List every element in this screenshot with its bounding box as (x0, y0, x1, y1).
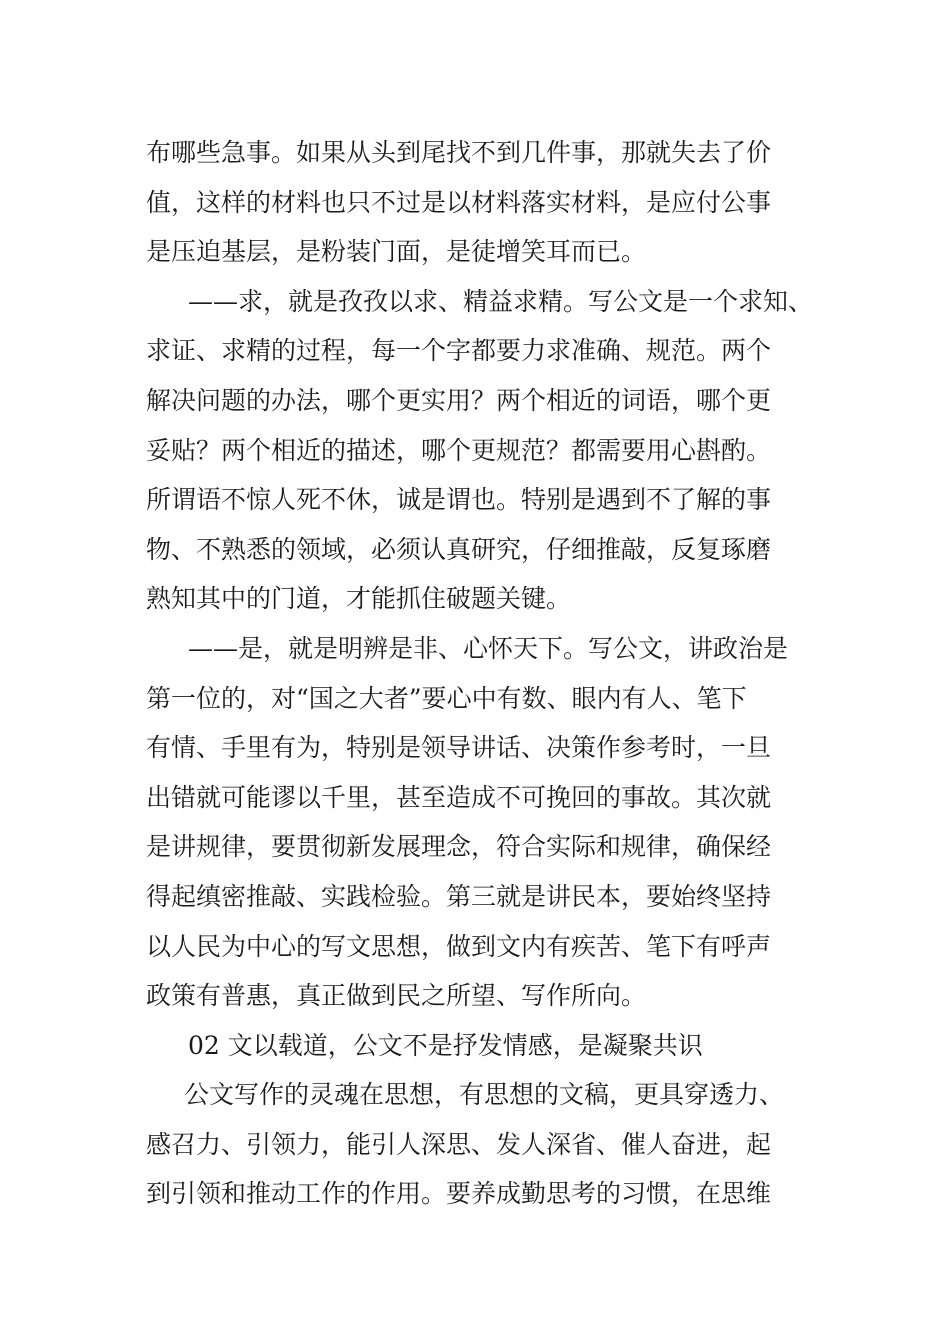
text-line: 是讲规律，要贯彻新发展理念，符合实际和规律，确保经 (146, 832, 772, 862)
text-line: 感召力、引领力，能引人深思、发人深省、催人奋进，起 (146, 1129, 772, 1159)
text-line: 求证、求精的过程，每一个字都要力求准确、规范。两个 (146, 336, 772, 366)
text-line: 所谓语不惊人死不休，诚是谓也。特别是遇到不了解的事 (146, 485, 772, 515)
text-line: 布哪些急事。如果从头到尾找不到几件事，那就失去了价 (146, 138, 772, 167)
text-line: 熟知其中的门道，才能抓住破题关键。 (146, 584, 572, 614)
text-line: 妥贴？两个相近的描述，哪个更规范？都需要用心斟酌。 (146, 435, 772, 465)
text-line: 解决问题的办法，哪个更实用？两个相近的词语，哪个更 (146, 385, 772, 415)
section-heading: 02 文以载道，公文不是抒发情感，是凝聚共识 (188, 1030, 703, 1060)
paragraph-start-line: ——是，就是明辨是非、心怀天下。写公文，讲政治是 (188, 633, 789, 663)
text-line: 得起缜密推敲、实践检验。第三就是讲民本，要始终坚持 (146, 881, 772, 911)
paragraph-start-line: ——求，就是孜孜以求、精益求精。写公文是一个求知、 (188, 286, 814, 316)
text-line: 物、不熟悉的领域，必须认真研究，仔细推敲，反复琢磨 (146, 534, 772, 564)
body-text (146, 128, 846, 1219)
text-line: 有情、手里有为，特别是领导讲话、决策作参考时，一旦 (146, 733, 772, 763)
text-line: 以人民为中心的写文思想，做到文内有疾苦、笔下有呼声 (146, 931, 772, 961)
text-line: 到引领和推动工作的作用。要养成勤思考的习惯，在思维 (146, 1179, 772, 1209)
text-line: 值，这样的材料也只不过是以材料落实材料，是应付公事 (146, 187, 772, 217)
text-line: 出错就可能谬以千里，甚至造成不可挽回的事故。其次就 (146, 782, 772, 812)
paragraph-start-line: 公文写作的灵魂在思想，有思想的文稿，更具穿透力、 (184, 1080, 785, 1110)
text-line: 是压迫基层，是粉装门面，是徒增笑耳而已。 (146, 237, 647, 267)
text-line: 政策有普惠，真正做到民之所望、写作所向。 (146, 981, 647, 1011)
text-line: 第一位的，对“国之大者”要心中有数、眼内有人、笔下 (146, 683, 747, 713)
